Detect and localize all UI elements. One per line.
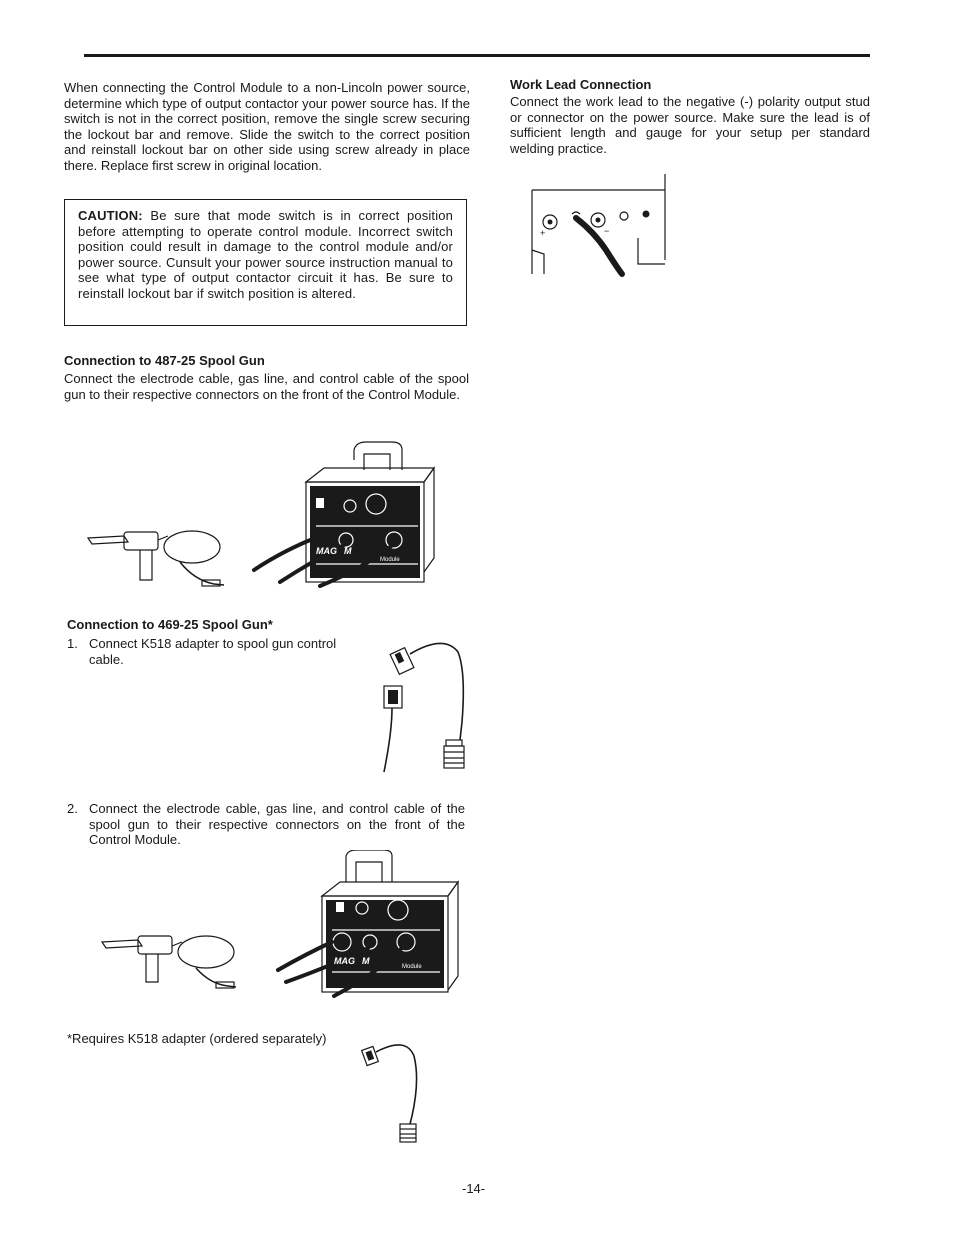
paragraph-work-lead: Connect the work lead to the negative (-) polarity output stud or connector on the power source. Make sure the lead is of sufficient length and gauge for your setup per standard welding practice.	[510, 94, 870, 156]
module-label-1: Module	[380, 557, 400, 563]
step-2-number: 2.	[67, 801, 78, 816]
intro-paragraph: When connecting the Control Module to a non-Lincoln power source, determine which type of output contactor your power source has. If the switch is not in the correct position, remove the single screw securing the lockout bar and remove. Slide the switch to the correct position and reinstall lockout bar on other side using screw already in place there. Replace first screw in original location.	[64, 80, 470, 173]
header-rule	[84, 54, 870, 57]
step-1-text: Connect K518 adapter to spool gun control cable.	[89, 636, 337, 667]
step-2	[67, 801, 467, 849]
caution-paragraph	[78, 208, 453, 302]
plus-terminal-label: +	[540, 228, 546, 238]
figure-k518-adapter	[374, 632, 470, 777]
caution-label: CAUTION:	[78, 208, 143, 223]
footnote: *Requires K518 adapter (ordered separately)	[67, 1031, 327, 1046]
brand-label-2: MAG	[334, 956, 355, 966]
caution-box	[64, 199, 467, 326]
figure-k518-adapter-small	[356, 1036, 426, 1146]
minus-terminal-label: −	[604, 226, 610, 236]
module-label-2: Module	[402, 964, 422, 970]
step-2-text: Connect the electrode cable, gas line, and control cable of the spool gun to their respective connectors on the front of the Control Module.	[89, 801, 465, 848]
figure-work-lead-connection	[520, 170, 670, 278]
brand-label-end-1: M	[344, 546, 352, 556]
figure-469-spool-gun-connection	[96, 850, 466, 1002]
paragraph-487-spool-gun: Connect the electrode cable, gas line, and control cable of the spool gun to their respective connectors on the front of the Control Module.	[64, 371, 469, 402]
step-1	[67, 636, 367, 670]
page-number: -14-	[462, 1181, 486, 1196]
heading-469-spool-gun: Connection to 469-25 Spool Gun*	[67, 617, 273, 632]
heading-work-lead: Work Lead Connection	[510, 77, 652, 92]
caution-text: Be sure that mode switch is in correct position before attempting to operate control module. Incorrect switch position could result in damage to the control module and/or power source. Cunsult your power source instruction manual to see what type of output contactor circuit it has. Be sure to reinstall lockout bar if switch position is altered.	[78, 208, 453, 301]
step-1-number: 1.	[67, 636, 78, 651]
figure-487-spool-gun-connection	[84, 440, 454, 592]
brand-label-1: MAG	[316, 546, 337, 556]
heading-487-spool-gun: Connection to 487-25 Spool Gun	[64, 353, 265, 368]
brand-label-end-2: M	[362, 956, 370, 966]
